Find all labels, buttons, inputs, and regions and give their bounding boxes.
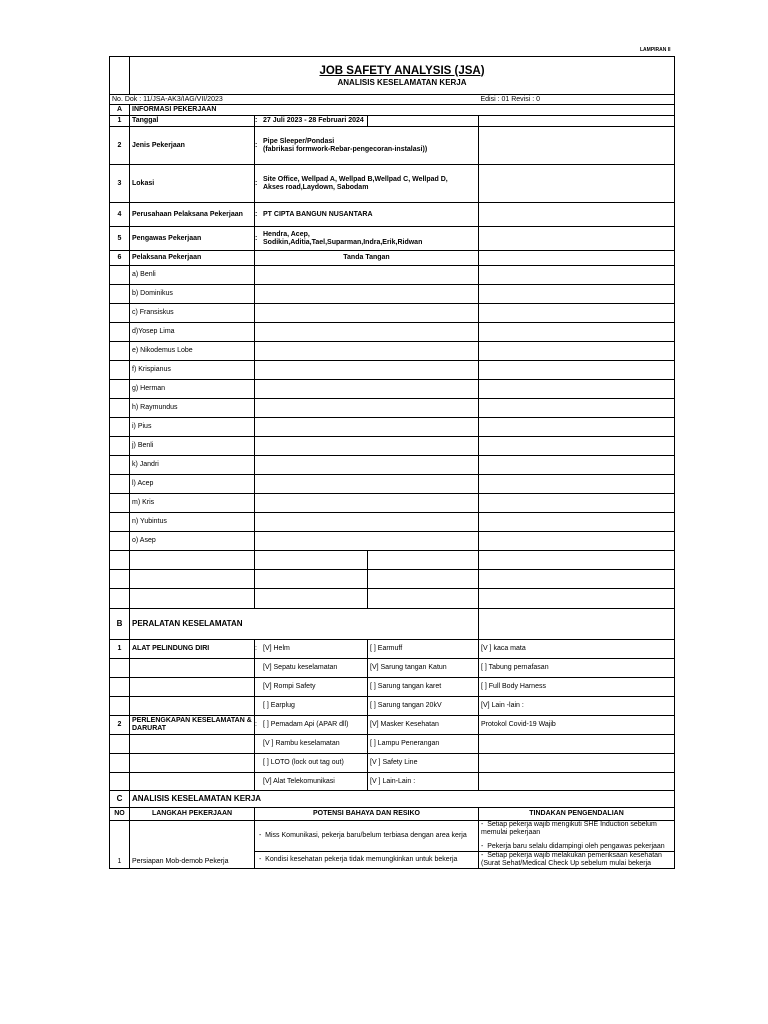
worker-row (110, 380, 675, 399)
analysis-row: 1 Persiapan Mob-demob Pekerja - Miss Komunikasi, pekerja baru/belum terbiasa dengan area kerja - Setiap pekerja wajib mengikuti SHE Induction sebelum memulai pekerjaan - Pekerja baru selalu didampingi oleh pengawas pekerjaan (110, 821, 675, 852)
worker-signature (255, 475, 479, 494)
worker-name: c) Fransiskus (130, 304, 255, 323)
worker-signature (255, 323, 479, 342)
perusahaan-value: : PT CIPTA BANGUN NUSANTARA (255, 203, 479, 227)
worker-row (110, 437, 675, 456)
info-row-pelaksana: 6 Pelaksana Pekerjaan Tanda Tangan (110, 251, 675, 266)
section-b-title: PERALATAN KESELAMATAN (130, 609, 479, 640)
worker-signature (255, 456, 479, 475)
worker-row (110, 361, 675, 380)
info-row-pengawas: 5 Pengawas Pekerjaan : Hendra, Acep, Sodikin,Aditia,Tael,Suparman,Indra,Erik,Ridwan (110, 227, 675, 251)
worker-row (110, 532, 675, 551)
apd-row: [V] Sepatu keselamatan [V] Sarung tangan Katun [ ] Tabung pernafasan (110, 659, 675, 678)
worker-row (110, 494, 675, 513)
blank-row (110, 589, 675, 609)
worker-name: e) Nikodemus Lobe (130, 342, 255, 361)
worker-row (110, 399, 675, 418)
worker-signature (255, 513, 479, 532)
worker-name: k) Jandri (130, 456, 255, 475)
worker-row (110, 323, 675, 342)
page-title: JOB SAFETY ANALYSIS (JSA) (319, 64, 485, 77)
page-subtitle: ANALISIS KESELAMATAN KERJA (337, 77, 467, 87)
emergency-row: [V] Alat Telekomunikasi [V ] Lain-Lain : (110, 773, 675, 791)
worker-row (110, 456, 675, 475)
worker-name: i) Pius (130, 418, 255, 437)
analysis-header-row: NO LANGKAH PEKERJAAN POTENSI BAHAYA DAN RESIKO TINDAKAN PENGENDALIAN (110, 808, 675, 821)
edition-info: Edisi : 01 Revisi : 0 (479, 95, 675, 105)
info-row-jenis-pekerjaan: 2 Jenis Pekerjaan : Pipe Sleeper/Pondasi (fabrikasi formwork-Rebar-pengecoran-instalasi)) (110, 127, 675, 165)
worker-name: f) Krispianus (130, 361, 255, 380)
worker-name: h) Raymundus (130, 399, 255, 418)
worker-name: j) Benli (130, 437, 255, 456)
tanggal-value: : 27 Juli 2023 - 28 Februari 2024 (255, 116, 368, 127)
section-b-letter: B (110, 609, 130, 640)
worker-signature (255, 285, 479, 304)
worker-name: m) Kris (130, 494, 255, 513)
worker-row (110, 285, 675, 304)
worker-name: g) Herman (130, 380, 255, 399)
info-row-lokasi: 3 Lokasi : Site Office, Wellpad A, Wellpad B,Wellpad C, Wellpad D, Akses road,Laydown, Sabodam (110, 165, 675, 203)
jsa-form (109, 56, 674, 869)
section-c-letter: C (110, 791, 130, 808)
worker-row (110, 304, 675, 323)
lokasi-value: : Site Office, Wellpad A, Wellpad B,Wellpad C, Wellpad D, Akses road,Laydown, Sabodam (255, 165, 479, 203)
section-a-title: INFORMASI PEKERJAAN (130, 105, 675, 116)
worker-signature (255, 418, 479, 437)
worker-name: n) Yubintus (130, 513, 255, 532)
info-row-tanggal: 1 Tanggal : 27 Juli 2023 - 28 Februari 2024 (110, 116, 675, 127)
section-a-letter: A (110, 105, 130, 116)
worker-name: a) Benli (130, 266, 255, 285)
worker-list (110, 266, 675, 551)
emergency-row: [ ] LOTO (lock out tag out) [V ] Safety Line (110, 754, 675, 773)
emergency-row: [V ] Rambu keselamatan [ ] Lampu Penerangan (110, 735, 675, 754)
jsa-table (109, 56, 675, 869)
worker-signature (255, 361, 479, 380)
worker-signature (255, 304, 479, 323)
worker-signature (255, 494, 479, 513)
title-block (130, 57, 675, 95)
worker-signature (255, 437, 479, 456)
worker-row (110, 475, 675, 494)
worker-row (110, 342, 675, 361)
pengawas-value: : Hendra, Acep, Sodikin,Aditia,Tael,Suparman,Indra,Erik,Ridwan (255, 227, 479, 251)
worker-signature (255, 399, 479, 418)
worker-name: b) Dominikus (130, 285, 255, 304)
worker-row (110, 418, 675, 437)
worker-signature (255, 532, 479, 551)
apd-row: [V] Rompi Safety [ ] Sarung tangan karet [ ] Full Body Harness (110, 678, 675, 697)
analysis-row: - Kondisi kesehatan pekerja tidak memungkinkan untuk bekerja - Setiap pekerja wajib melakukan pemeriksaan kesehatan (Surat Sehat/Medical Check Up sebelum mulai bekerja (110, 852, 675, 869)
info-row-perusahaan: 4 Perusahaan Pelaksana Pekerjaan : PT CIPTA BANGUN NUSANTARA (110, 203, 675, 227)
section-c-title: ANALISIS KESELAMATAN KERJA (130, 791, 675, 808)
worker-name: l) Acep (130, 475, 255, 494)
emergency-row: 2 PERLENGKAPAN KESELAMATAN & DARURAT : [ ] Pemadam Api (APAR dll) [V] Masker Kesehatan Protokol Covid-19 Wajib (110, 716, 675, 735)
blank-row (110, 551, 675, 570)
signature-header: Tanda Tangan (255, 251, 479, 266)
worker-name: o) Asep (130, 532, 255, 551)
worker-row (110, 266, 675, 285)
worker-signature (255, 266, 479, 285)
worker-row (110, 513, 675, 532)
worker-signature (255, 342, 479, 361)
worker-name: d)Yosep Lima (130, 323, 255, 342)
blank-row (110, 570, 675, 589)
apd-row: [ ] Earplug [ ] Sarung tangan 20kV [V] Lain -lain : (110, 697, 675, 716)
jenis-pekerjaan-value: : Pipe Sleeper/Pondasi (fabrikasi formwork-Rebar-pengecoran-instalasi)) (255, 127, 479, 165)
lampiran-label: LAMPIRAN II (640, 47, 671, 53)
apd-row: 1 ALAT PELINDUNG DIRI : [V] Helm [ ] Earmuff [V ] kaca mata (110, 640, 675, 659)
doc-number: No. Dok : 11/JSA-AK3/IAG/VII/2023 (110, 95, 479, 105)
worker-signature (255, 380, 479, 399)
